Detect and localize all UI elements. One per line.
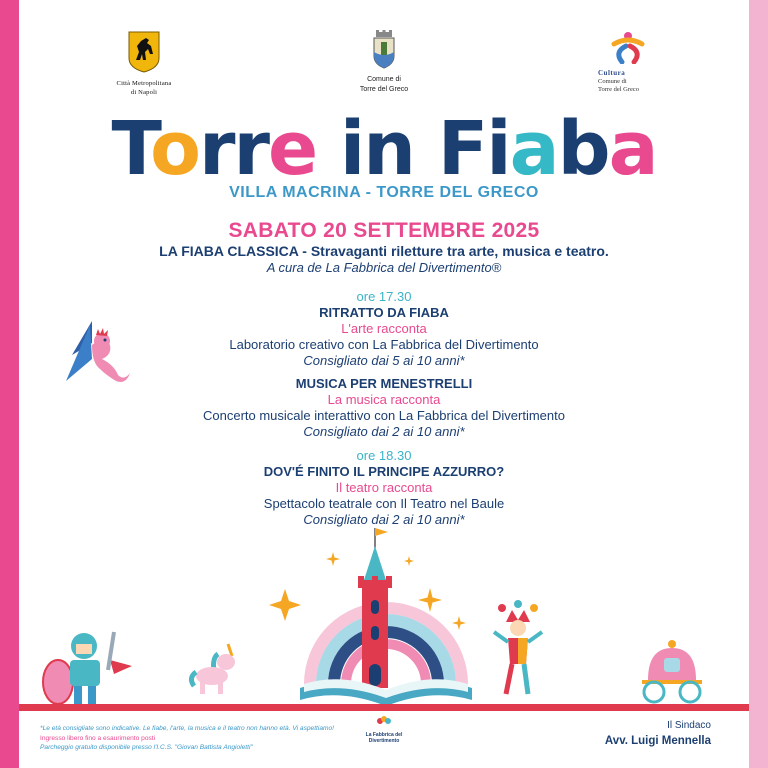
carriage-icon xyxy=(636,638,708,704)
logo1-caption-line2: di Napoli xyxy=(130,89,158,96)
ground-line xyxy=(19,704,749,711)
logo3-caption-line3: Torre del Greco xyxy=(598,86,640,93)
title-part-2: o xyxy=(150,106,199,192)
event-age: Consigliato dai 2 ai 10 anni* xyxy=(303,512,465,527)
title-part-3: rr xyxy=(198,106,268,192)
castle-rainbow-book xyxy=(296,524,476,708)
curated-by: A cura de La Fabbrica del Divertimento® xyxy=(266,260,502,275)
footer-notes xyxy=(40,724,370,753)
headline-rest: - Stravaganti riletture tra arte, musica e teatro. xyxy=(298,243,609,259)
logo1-caption-line1: Città Metropolitana xyxy=(116,80,172,87)
logo3-caption-line1: Cultura xyxy=(598,69,626,77)
mayor-signature xyxy=(605,720,711,747)
event-tag: La musica racconta xyxy=(327,392,441,407)
page-title xyxy=(0,104,768,194)
torre-del-greco-crest-icon xyxy=(370,30,398,70)
event-tag: Il teatro racconta xyxy=(335,480,433,495)
venue-subtitle: VILLA MACRINA - TORRE DEL GRECO xyxy=(229,184,539,201)
event-tag: L'arte racconta xyxy=(341,321,427,336)
logo3-caption-line2: Comune di xyxy=(598,78,627,85)
event-title: DOV'É FINITO IL PRINCIPE AZZURRO? xyxy=(263,464,505,479)
title-part-5: in Fi xyxy=(316,106,510,192)
event-title: RITRATTO DA FIABA xyxy=(319,305,449,320)
mayor-label: Il Sindaco xyxy=(667,720,711,731)
title-part-6: a xyxy=(509,106,558,192)
dragon-icon xyxy=(62,315,134,391)
entry-note: Ingresso libero fino a esaurimento posti xyxy=(40,734,156,742)
castle-tower-icon xyxy=(358,528,392,688)
cultura-logo xyxy=(592,30,664,94)
fabbrica-logo xyxy=(364,714,404,744)
headline-bold: LA FIABA CLASSICA xyxy=(159,243,299,259)
event-title: MUSICA PER MENESTRELLI xyxy=(295,376,473,391)
fabbrica-logo-icon xyxy=(376,715,392,727)
event-age: Consigliato dai 2 ai 10 anni* xyxy=(303,424,465,439)
mayor-name: Avv. Luigi Mennella xyxy=(604,735,711,747)
title-part-8: a xyxy=(608,106,657,192)
naples-horse-crest-icon xyxy=(127,30,161,74)
logo2-caption-line1: Comune di xyxy=(367,76,401,83)
event-description: Concerto musicale interattivo con La Fabbrica del Divertimento xyxy=(202,408,565,423)
knight-icon xyxy=(40,630,136,708)
event-age: Consigliato dai 5 ai 10 anni* xyxy=(303,353,465,368)
event-time: ore 17.30 xyxy=(356,289,412,304)
event-time: ore 18.30 xyxy=(356,448,412,463)
event-item xyxy=(0,448,768,528)
parking-note: Parcheggio gratuito disponibile presso l'I.C.S. "Giovan Battista Angioletti" xyxy=(40,744,253,751)
unicorn-icon xyxy=(188,642,244,696)
event-date: SABATO 20 SETTEMBRE 2025 xyxy=(228,219,540,242)
fabbrica-logo-text: La Fabbrica del Divertimento xyxy=(365,732,403,744)
logo2-caption-line2: Torre del Greco xyxy=(359,86,409,93)
age-note: *Le età consigliate sono indicative. Le fiabe, l'arte, la musica e il teatro non hanno età. Vi aspettiamo! xyxy=(40,725,335,732)
comune-logo xyxy=(352,30,416,95)
title-part-4: e xyxy=(267,106,317,192)
title-part-1: T xyxy=(111,106,151,192)
event-description: Laboratorio creativo con La Fabbrica del Divertimento xyxy=(229,337,539,352)
jester-icon xyxy=(488,600,546,704)
program-headline xyxy=(0,243,768,259)
title-part-7: b xyxy=(557,106,609,192)
cultura-logo-icon xyxy=(608,30,648,64)
event-description: Spettacolo teatrale con Il Teatro nel Baule xyxy=(263,496,505,511)
citta-metropolitana-logo xyxy=(112,30,176,97)
